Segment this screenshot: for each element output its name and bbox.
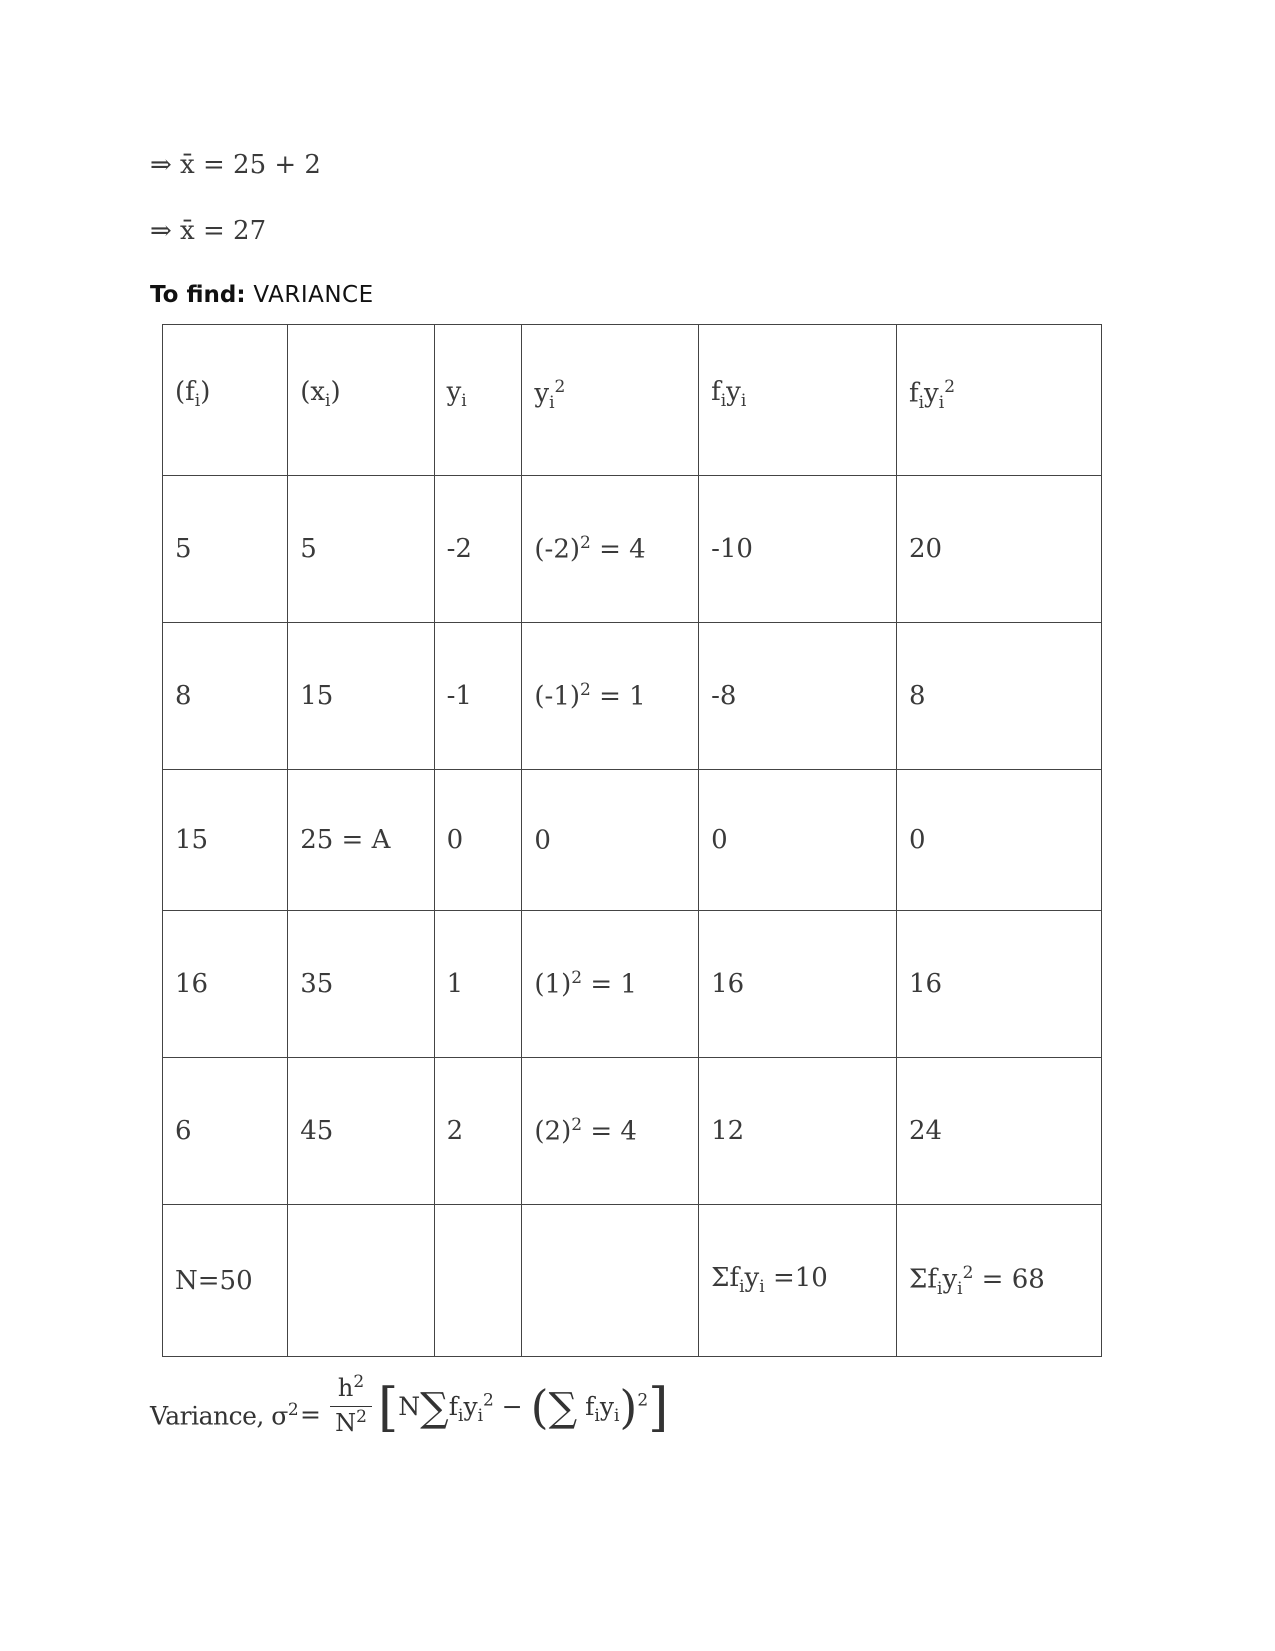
header-fiyi2: $f_iy_i^2$ xyxy=(896,325,1101,476)
cell-sum-fiyi2: $\Sigma f_iy_i^2 = 68$ xyxy=(896,1205,1101,1357)
formula-equals: = xyxy=(300,1400,321,1429)
table-row xyxy=(163,476,1102,623)
heading-bold-label: To find: xyxy=(150,282,246,308)
cell-yi: 0 xyxy=(434,770,522,911)
cell-yi2: $(-1)^2 = 1$ xyxy=(522,623,699,770)
cell-yi2: 0 xyxy=(522,770,699,911)
cell-fiyi: -10 xyxy=(699,476,897,623)
cell-fiyi: 0 xyxy=(699,770,897,911)
header-fiyi: $f_iy_i$ xyxy=(699,325,897,476)
cell-fi: 8 xyxy=(163,623,288,770)
cell-fiyi: 12 xyxy=(699,1058,897,1205)
header-yi: $y_i$ xyxy=(434,325,522,476)
cell-fi: 5 xyxy=(163,476,288,623)
cell-fiyi2: 8 xyxy=(896,623,1101,770)
variance-table xyxy=(162,324,1102,1357)
cell-fiyi: -8 xyxy=(699,623,897,770)
cell-yi2: $(-2)^2 = 4$ xyxy=(522,476,699,623)
heading-title: VARIANCE xyxy=(245,282,374,308)
header-fi: $(f_i)$ xyxy=(163,325,288,476)
header-yi2: $y_i^2$ xyxy=(522,325,699,476)
formula-fraction xyxy=(330,1372,372,1441)
formula-bracket-expression: [$N\sum f_iy_i^2$ − (∑ $f_iy_i)^2$] xyxy=(378,1378,669,1438)
cell-fiyi: 16 xyxy=(699,911,897,1058)
cell-fi: 16 xyxy=(163,911,288,1058)
cell-xi: 25 = A xyxy=(288,770,434,911)
cell-yi2: $(2)^2 = 4$ xyxy=(522,1058,699,1205)
cell-yi: -1 xyxy=(434,623,522,770)
section-heading xyxy=(150,282,374,308)
table-row xyxy=(163,770,1102,911)
cell-yi2: $(1)^2 = 1$ xyxy=(522,911,699,1058)
cell-sum-fiyi: $\Sigma f_iy_i =10$ xyxy=(699,1205,897,1357)
fraction-denominator: $N^2$ xyxy=(335,1407,367,1437)
table-header-row xyxy=(163,325,1102,476)
cell-fi: 15 xyxy=(163,770,288,911)
cell-xi: 35 xyxy=(288,911,434,1058)
cell-yi: 1 xyxy=(434,911,522,1058)
cell-fi: 6 xyxy=(163,1058,288,1205)
table-row xyxy=(163,623,1102,770)
mean-step-line: ⇒ x̄ = 25 + 2 xyxy=(150,150,321,180)
cell-fiyi2: 24 xyxy=(896,1058,1101,1205)
cell-empty xyxy=(434,1205,522,1357)
cell-total-n: N=50 xyxy=(163,1205,288,1357)
cell-yi: 2 xyxy=(434,1058,522,1205)
cell-xi: 15 xyxy=(288,623,434,770)
table-row xyxy=(163,911,1102,1058)
mean-result-line: ⇒ x̄ = 27 xyxy=(150,216,267,246)
cell-fiyi2: 0 xyxy=(896,770,1101,911)
table-row xyxy=(163,1058,1102,1205)
cell-xi: 45 xyxy=(288,1058,434,1205)
cell-empty xyxy=(288,1205,434,1357)
table-total-row xyxy=(163,1205,1102,1357)
formula-label: Variance, $\sigma^2$ xyxy=(150,1400,299,1431)
fraction-numerator: $h^2$ xyxy=(337,1372,365,1402)
header-xi: $(x_i)$ xyxy=(288,325,434,476)
cell-yi: -2 xyxy=(434,476,522,623)
cell-fiyi2: 16 xyxy=(896,911,1101,1058)
cell-xi: 5 xyxy=(288,476,434,623)
cell-empty xyxy=(522,1205,699,1357)
cell-fiyi2: 20 xyxy=(896,476,1101,623)
